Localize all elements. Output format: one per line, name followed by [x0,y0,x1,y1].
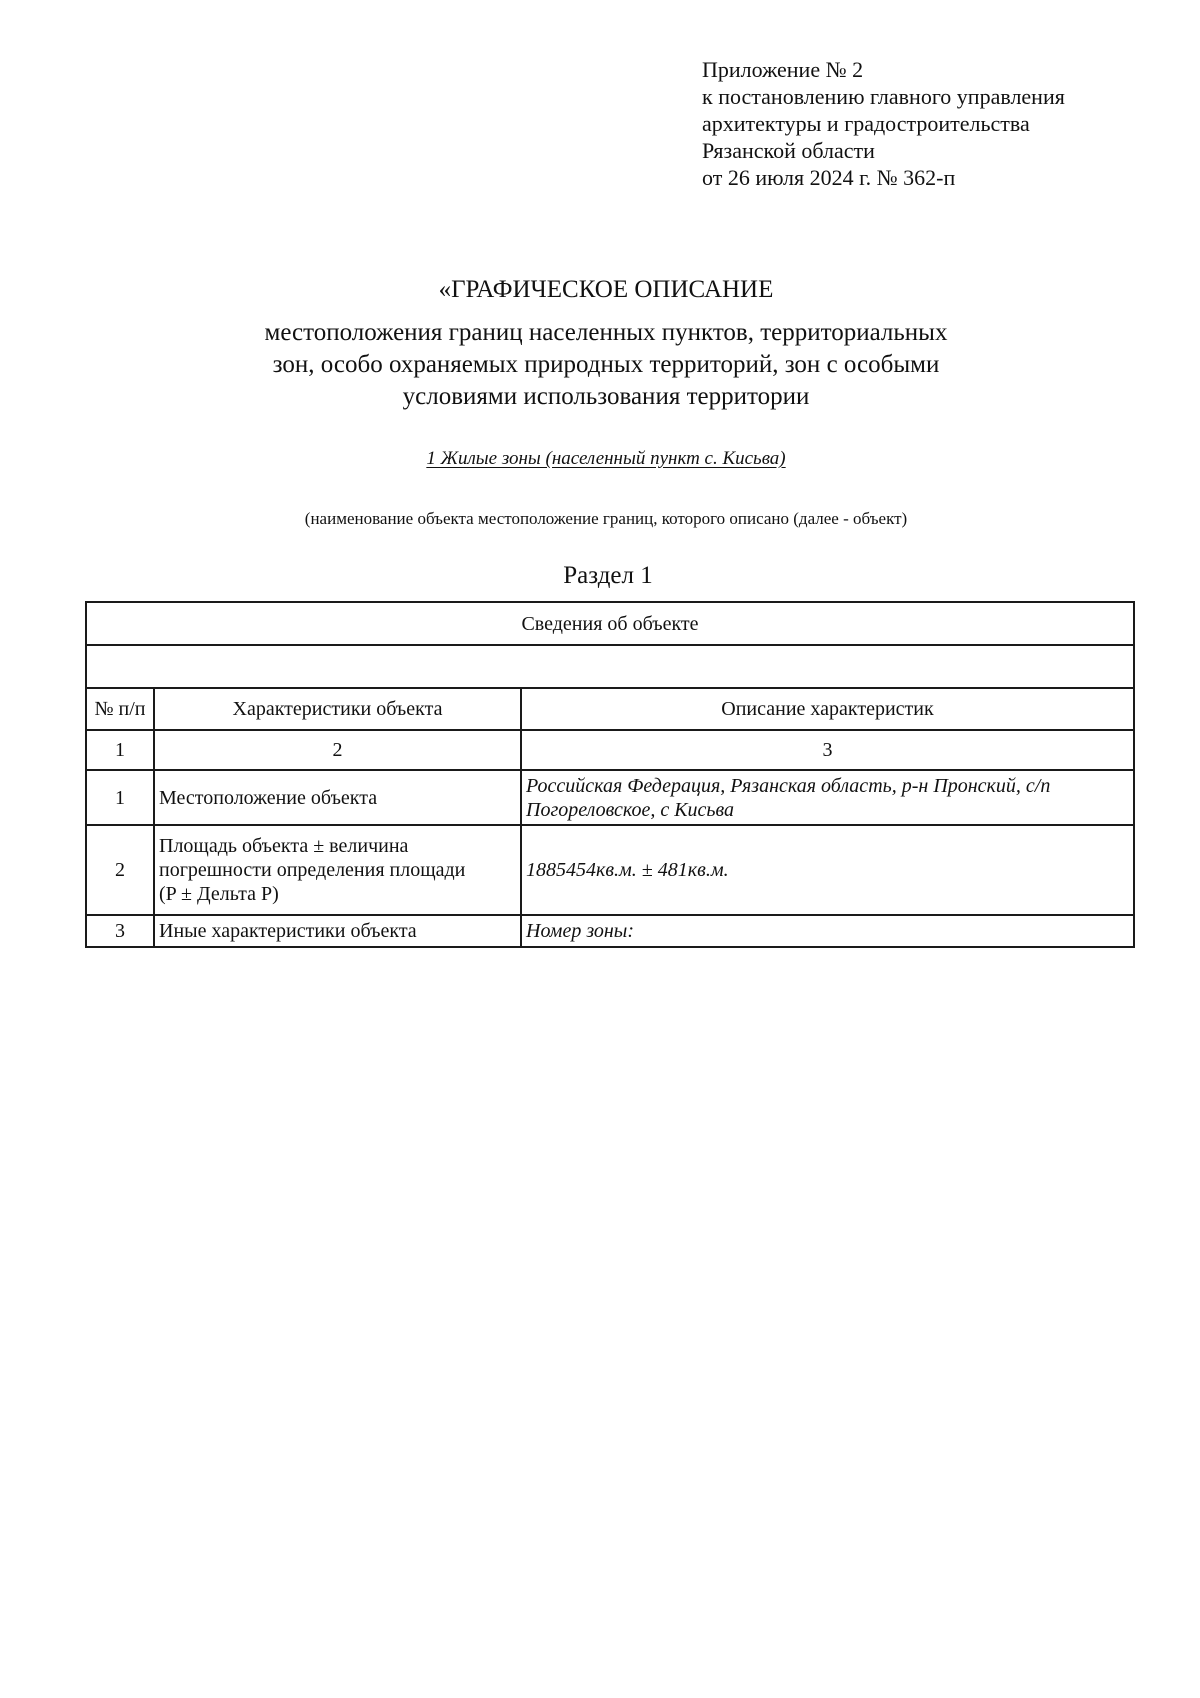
row-characteristic: Местоположение объекта [154,770,521,825]
row-description: Номер зоны: [521,915,1134,947]
table-empty-cell [86,645,1134,688]
table-columns-row [86,688,1134,730]
document-title: «ГРАФИЧЕСКОЕ ОПИСАНИЕ [438,276,774,303]
row-characteristic: Иные характеристики объекта [154,915,521,947]
column-header-number: № п/п [86,688,154,730]
row-number: 2 [86,825,154,915]
appendix-line: Приложение № 2 [702,57,864,82]
table-header: Сведения об объекте [86,602,1134,645]
row-description: 1885454кв.м. ± 481кв.м. [521,825,1134,915]
appendix-block [702,56,1065,191]
table-empty-row [86,645,1134,688]
column-number: 2 [154,730,521,770]
column-header-characteristics: Характеристики объекта [154,688,521,730]
table-row [86,825,1134,915]
subtitle-line: зон, особо охраняемых природных территорий, зон с особыми [272,351,940,378]
subtitle-line: условиями использования территории [402,383,810,410]
column-number: 1 [86,730,154,770]
row-description-line: Погореловское, с Кисьва [526,798,735,821]
row-characteristic-line: Площадь объекта ± величина [159,835,409,857]
object-info-table [85,601,1135,948]
object-name-text: 1 Жилые зоны (населенный пункт с. Кисьва) [426,448,786,469]
row-description [521,770,1134,825]
appendix-line: к постановлению главного управления [702,84,1065,109]
column-number: 3 [521,730,1134,770]
row-characteristic-line: погрешности определения площади [159,859,466,881]
subtitle-line: местоположения границ населенных пунктов, территориальных [264,319,948,346]
appendix-line: от 26 июля 2024 г. № 362-п [702,165,956,190]
table-header-row [86,602,1134,645]
object-name [0,447,1200,471]
document-subtitle [0,317,1200,413]
row-number: 1 [86,770,154,825]
row-number: 3 [86,915,154,947]
row-description-line: Российская Федерация, Рязанская область, р-н Пронский, с/п [526,774,1051,797]
column-header-description: Описание характеристик [521,688,1134,730]
section-title: Раздел 1 [563,562,653,589]
table-column-numbers-row [86,730,1134,770]
table-row [86,915,1134,947]
object-caption: (наименование объекта местоположение границ, которого описано (далее - объект) [304,509,908,528]
appendix-line: Рязанской области [702,138,875,163]
row-characteristic [154,825,521,915]
table-row [86,770,1134,825]
row-characteristic-line: (P ± Дельта P) [159,883,279,905]
appendix-line: архитектуры и градостроительства [702,111,1030,136]
